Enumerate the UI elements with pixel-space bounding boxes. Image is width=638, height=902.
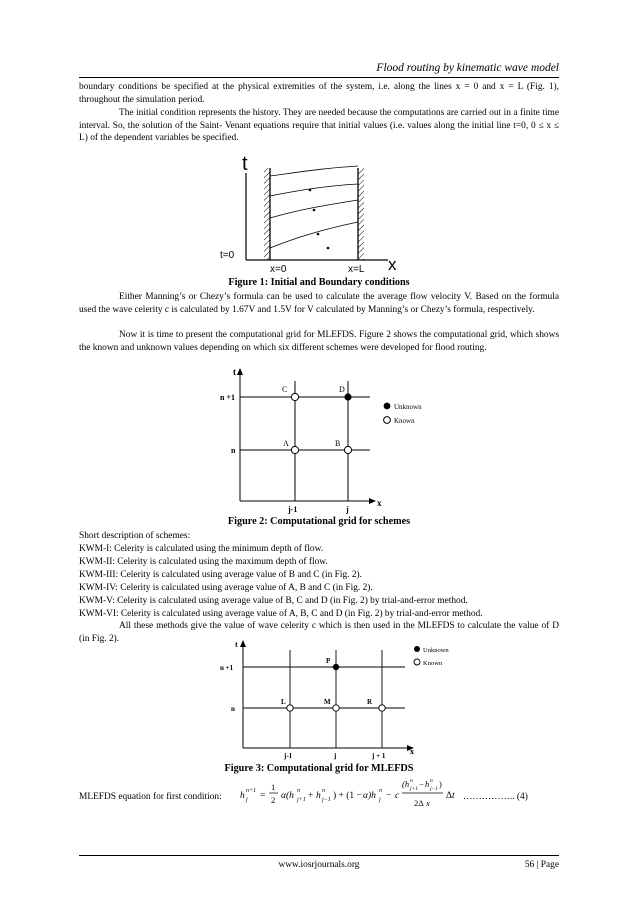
legend-known-label: Known [423,660,443,667]
svg-text:α(h: α(h [281,791,294,801]
node-p [333,664,339,670]
header-rule [79,77,559,78]
node-l-label: L [281,698,286,706]
fig2-t-label: t [233,367,236,377]
svg-text:−: − [419,779,424,789]
equation-number-label: (4) [516,792,528,802]
svg-text:=: = [260,791,266,801]
fig3-n-label: n [231,705,235,713]
svg-text:n+1: n+1 [246,788,257,794]
fig1-xl-label: x=L [348,264,365,275]
svg-text:j: j [246,797,248,803]
figure-2-diagram [220,366,470,516]
fig1-curve [270,222,358,248]
svg-text:2: 2 [271,795,276,805]
paragraph-initial-condition: The initial condition represents the history. They are needed because the computations are carried out in a finite time interval. So, the solution of the Saint- Venant equations require that initial values (i.e. values along the initial line t=0, 0 ≤ x ≤ L) of the dependent variables be specified. [79,108,559,144]
fig1-right-wall [358,168,364,260]
node-m [333,705,339,711]
svg-text:n: n [410,778,413,784]
fig3-j-label: j [334,752,337,760]
fig3-x-label: x [410,747,414,756]
fig2-j-label: j [346,505,349,514]
fig1-t0-label: t=0 [220,250,235,261]
paragraph-manning-chezy: Either Manning’s or Chezy’s formula can be used to calculate the average flow velocity V. Based on the formula used the wave celerity c is calculated by 1.67V and 1.5V for V calculated by Manning’s or Chezy’s formula, respectively. [79,292,559,315]
svg-text:1: 1 [271,782,276,792]
svg-text:j−1: j−1 [322,797,331,803]
node-l [287,705,293,711]
fig1-x0-label: x=0 [270,264,287,275]
svg-text:α)h: α)h [363,791,376,801]
node-b-label: B [335,439,341,448]
svg-text:h: h [240,791,245,801]
svg-text:h: h [425,779,430,789]
legend-unknown-label: Unknown [423,647,449,654]
svg-text:(h: (h [402,779,410,789]
node-b [344,446,351,453]
fig3-n1-label: n +1 [220,664,234,672]
fig3-jm1-label: j-1 [284,752,293,760]
legend-known-marker [384,417,391,424]
scheme-item: KWM-IV: Celerity is calculated using average value of A, B and C (in Fig. 2). [79,583,373,593]
fig1-left-wall [264,168,270,260]
svg-text:c: c [395,791,400,801]
paragraph-boundary: boundary conditions be specified at the physical extremities of the system, i.e. along the lines x = 0 and x = L (Fig. 1), throughout the simulation period. [79,82,559,105]
svg-text:Δ: Δ [446,791,453,801]
footer-rule [79,855,559,856]
figure-3-diagram [220,638,460,763]
svg-text:n: n [322,788,325,794]
legend-known-marker [414,659,420,665]
fig2-n1-label: n +1 [220,393,236,402]
scheme-item: KWM-III: Celerity is calculated using average value of B and C (in Fig. 2). [79,570,362,580]
svg-text:n: n [430,778,433,784]
fig3-jp1-label: j + 1 [372,752,386,760]
footer-url[interactable]: www.iosrjournals.org [278,860,360,870]
fig1-curve [270,184,358,196]
node-c [291,393,298,400]
legend-known-label: Known [394,417,415,425]
svg-text:j+1: j+1 [297,797,306,803]
fig3-t-label: t [235,640,238,649]
scheme-item: KWM-VI: Celerity is calculated using average value of A, B, C and D (in Fig. 2) by trial-and-error method. [79,609,483,619]
node-a-label: A [283,439,289,448]
svg-text:−: − [386,791,392,801]
legend-unknown-marker [384,403,391,410]
running-title: Flood routing by kinematic wave model [376,62,559,74]
node-r [379,705,385,711]
svg-text:h: h [316,791,321,801]
node-c-label: C [282,385,288,394]
figure-1-caption: Figure 1: Initial and Boundary conditions [228,277,410,288]
node-a [291,446,298,453]
svg-text:) + (1 −: ) + (1 − [333,791,362,801]
figure-3-caption: Figure 3: Computational grid for MLEFDS [224,763,414,774]
scheme-item: KWM-I: Celerity is calculated using the minimum depth of flow. [79,544,324,554]
svg-text:j−1: j−1 [430,786,438,792]
fig2-j1-label: j-1 [288,505,298,514]
node-d [344,393,351,400]
node-d-label: D [339,385,345,394]
svg-text:+: + [308,791,314,801]
mlefds-equation [238,776,458,810]
node-r-label: R [367,698,373,706]
svg-text:n: n [379,788,382,794]
svg-text:2Δ: 2Δ [414,798,424,808]
svg-text:n: n [297,788,300,794]
figure-2-caption: Figure 2: Computational grid for schemes [227,516,411,527]
schemes-intro: Short description of schemes: [79,531,191,541]
node-m-label: M [324,698,331,706]
svg-text:x: x [426,798,430,808]
fig1-curve [270,166,358,176]
fig2-n-label: n [231,446,236,455]
paragraph-computational-grid: Now it is time to present the computational grid for MLEFDS. Figure 2 shows the computational grid, which shows the known and unknown values depending on which six different schemes were developed for flood routing. [79,330,559,353]
svg-text:j: j [379,797,381,803]
legend-unknown-marker [414,646,420,652]
scheme-item: KWM-V: Celerity is calculated using average value of B, C and D (in Fig. 2) by trial-and-error method. [79,596,468,606]
equation-dots: …………….. [463,792,515,802]
footer-page-number: 56 | Page [524,860,559,870]
scheme-item: KWM-II: Celerity is calculated using the maximum depth of flow. [79,557,328,567]
figure-1-diagram [220,148,420,278]
fig1-x-label: x [388,255,397,274]
svg-text:t: t [452,791,455,801]
paragraph-methods-summary: All these methods give the value of wave celerity c which is then used in the MLEFDS to calculate the value of D (in Fig. 2). [79,621,559,644]
fig2-x-label: x [377,498,382,508]
fig1-t-label: t [242,153,248,175]
node-p-label: P [326,657,331,665]
equation-number [463,792,528,802]
svg-text:): ) [439,779,442,789]
legend-unknown-label: Unknown [394,403,422,411]
equation-lead: MLEFDS equation for first condition: [79,792,222,802]
svg-text:j+1: j+1 [410,786,418,792]
